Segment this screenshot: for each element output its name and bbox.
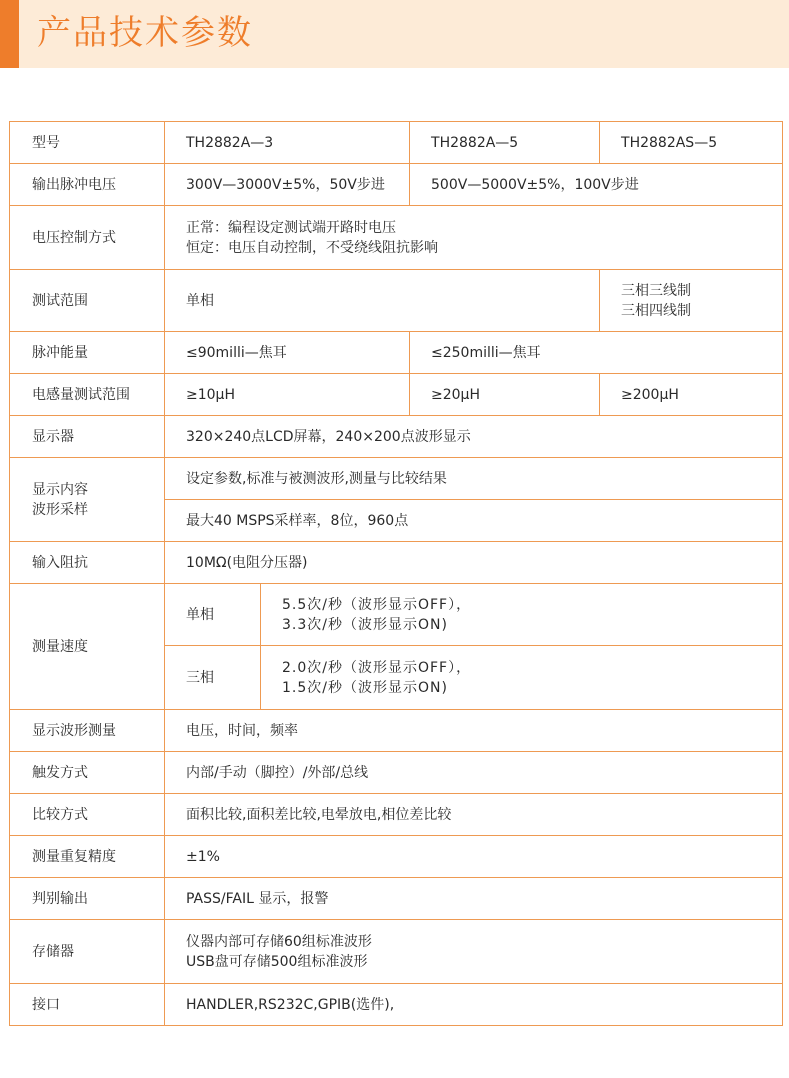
pulse-energy-value-2: ≤250milli—焦耳 — [410, 332, 783, 374]
row-label-speed: 测量速度 — [10, 584, 165, 710]
table-row — [10, 752, 783, 794]
row-label-model: 型号 — [10, 122, 165, 164]
row-label-judge-output: 判别输出 — [10, 878, 165, 920]
test-range-three-line-2: 三相四线制 — [621, 302, 692, 319]
speed-single-label: 单相 — [165, 584, 261, 646]
speed-three-line-1: 2.0次/秒（波形显示OFF）， — [282, 659, 472, 676]
table-row — [10, 122, 783, 164]
page-title: 产品技术参数 — [37, 13, 253, 53]
table-row — [10, 794, 783, 836]
speed-three-line-2: 1.5次/秒（波形显示ON) — [282, 679, 448, 696]
model-value-1: TH2882A—3 — [165, 122, 410, 164]
row-label-display: 显示器 — [10, 416, 165, 458]
test-range-three — [600, 270, 783, 332]
voltage-control-line-2: 恒定：电压自动控制，不受绕线阻抗影响 — [186, 239, 438, 256]
waveform-measure-value: 电压，时间，频率 — [165, 710, 783, 752]
row-label-compare: 比较方式 — [10, 794, 165, 836]
row-label-storage: 存储器 — [10, 920, 165, 984]
trigger-value: 内部/手动（脚控）/外部/总线 — [165, 752, 783, 794]
test-range-three-line-1: 三相三线制 — [621, 282, 692, 299]
table-row — [10, 584, 783, 646]
storage-line-1: 仪器内部可存储60组标准波形 — [186, 933, 372, 950]
pulse-energy-value-1: ≤90milli—焦耳 — [165, 332, 410, 374]
sampling-value: 最大40 MSPS采样率，8位，960点 — [165, 500, 783, 542]
table-row — [10, 164, 783, 206]
table-row — [10, 878, 783, 920]
pulse-voltage-value-2: 500V—5000V±5%，100V步进 — [410, 164, 783, 206]
speed-single-line-2: 3.3次/秒（波形显示ON) — [282, 616, 448, 633]
row-label-display-content — [10, 458, 165, 542]
table-row — [10, 710, 783, 752]
display-value: 320×240点LCD屏幕，240×200点波形显示 — [165, 416, 783, 458]
speed-three-value — [261, 646, 783, 710]
row-label-interface: 接口 — [10, 984, 165, 1026]
display-content-label-line-1: 显示内容 — [32, 481, 88, 498]
row-label-pulse-voltage: 输出脉冲电压 — [10, 164, 165, 206]
compare-value: 面积比较,面积差比较,电晕放电,相位差比较 — [165, 794, 783, 836]
display-content-value: 设定参数,标准与被测波形,测量与比较结果 — [165, 458, 783, 500]
spec-table — [9, 121, 783, 1026]
inductance-value-2: ≥20μH — [410, 374, 600, 416]
input-impedance-value: 10MΩ(电阻分压器) — [165, 542, 783, 584]
table-row — [10, 542, 783, 584]
inductance-value-3: ≥200μH — [600, 374, 783, 416]
table-row — [10, 920, 783, 984]
row-label-pulse-energy: 脉冲能量 — [10, 332, 165, 374]
repeat-precision-value: ±1% — [165, 836, 783, 878]
table-row — [10, 984, 783, 1026]
speed-three-label: 三相 — [165, 646, 261, 710]
table-row — [10, 206, 783, 270]
test-range-single: 单相 — [165, 270, 600, 332]
row-label-repeat-precision: 测量重复精度 — [10, 836, 165, 878]
section-header — [0, 0, 789, 68]
table-row — [10, 458, 783, 500]
storage-value — [165, 920, 783, 984]
row-label-voltage-control: 电压控制方式 — [10, 206, 165, 270]
table-row — [10, 332, 783, 374]
storage-line-2: USB盘可存储500组标准波形 — [186, 953, 368, 970]
row-label-inductance-range: 电感量测试范围 — [10, 374, 165, 416]
table-row — [10, 374, 783, 416]
header-accent-bar — [0, 0, 19, 68]
table-row — [10, 416, 783, 458]
voltage-control-line-1: 正常：编程设定测试端开路时电压 — [186, 219, 396, 236]
interface-value: HANDLER,RS232C,GPIB(选件), — [165, 984, 783, 1026]
model-value-2: TH2882A—5 — [410, 122, 600, 164]
judge-output-value: PASS/FAIL 显示，报警 — [165, 878, 783, 920]
row-label-waveform-measure: 显示波形测量 — [10, 710, 165, 752]
row-label-test-range: 测试范围 — [10, 270, 165, 332]
voltage-control-value — [165, 206, 783, 270]
row-label-trigger: 触发方式 — [10, 752, 165, 794]
table-row — [10, 270, 783, 332]
speed-single-value — [261, 584, 783, 646]
row-label-input-impedance: 输入阻抗 — [10, 542, 165, 584]
inductance-value-1: ≥10μH — [165, 374, 410, 416]
display-content-label-line-2: 波形采样 — [32, 501, 88, 518]
model-value-3: TH2882AS—5 — [600, 122, 783, 164]
pulse-voltage-value-1: 300V—3000V±5%，50V步进 — [165, 164, 410, 206]
speed-single-line-1: 5.5次/秒（波形显示OFF）， — [282, 596, 472, 613]
table-row — [10, 836, 783, 878]
